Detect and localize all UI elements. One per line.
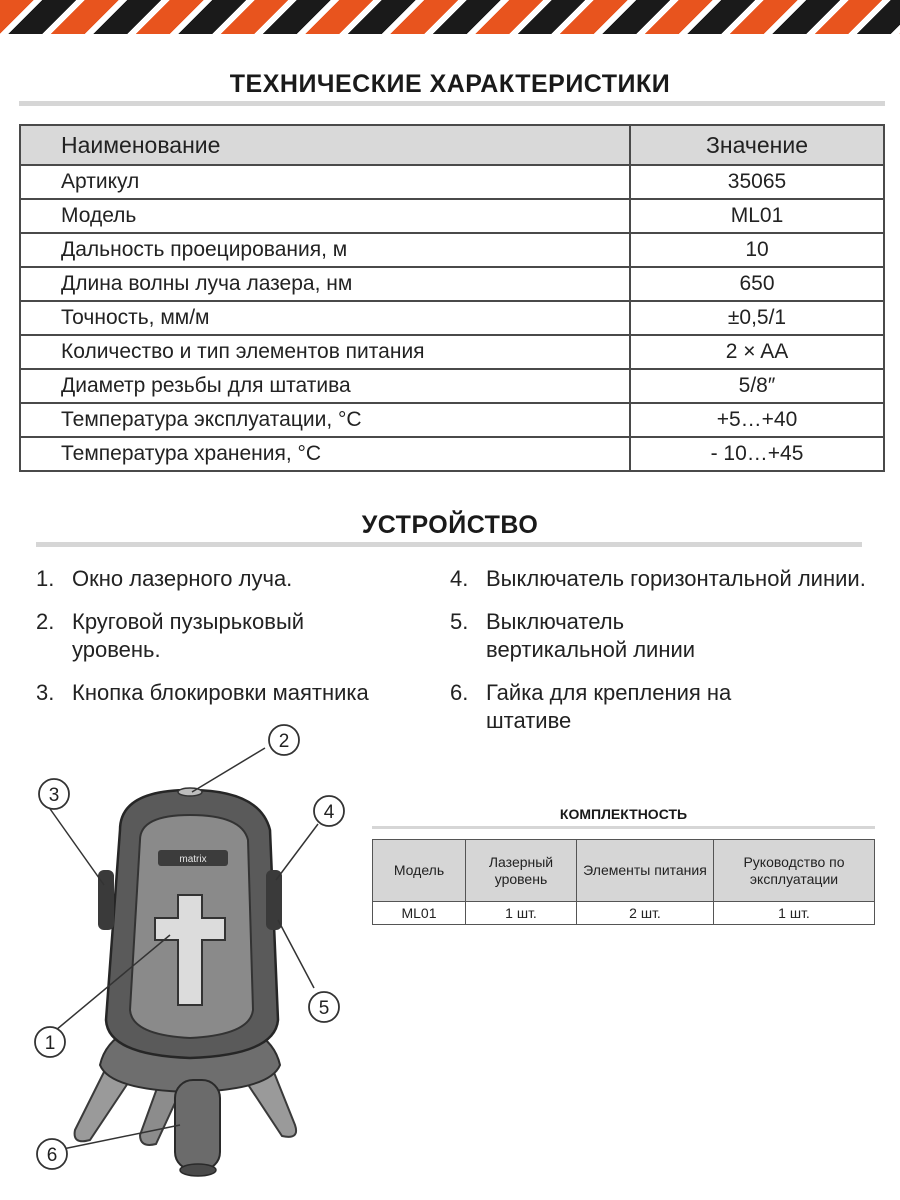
spec-name: Длина волны луча лазера, нм [20, 267, 630, 301]
parts-list-left [36, 565, 436, 722]
kit-cell: ML01 [373, 902, 466, 925]
table-row [20, 267, 884, 301]
spec-value: 35065 [630, 165, 884, 199]
list-item: 5. Выключатель вертикальной линии [450, 609, 696, 662]
table-row [20, 403, 884, 437]
specs-title: ТЕХНИЧЕСКИЕ ХАРАКТЕРИСТИКИ [229, 70, 671, 98]
callout-1 [35, 1027, 65, 1057]
callout-6 [37, 1139, 67, 1169]
device-title-rule [36, 542, 862, 547]
callout-4 [314, 796, 344, 826]
svg-text:6: 6 [46, 1145, 58, 1166]
callout-3 [39, 779, 69, 809]
kit-header-cell: Модель [373, 840, 466, 902]
spec-value: 650 [630, 267, 884, 301]
spec-name: Диаметр резьбы для штатива [20, 369, 630, 403]
spec-name: Температура эксплуатации, °С [20, 403, 630, 437]
list-item: 6. Гайка для крепления на штативе [450, 680, 732, 733]
spec-value: +5…+40 [630, 403, 884, 437]
table-row [20, 301, 884, 335]
specs-header-name: Наименование [20, 125, 630, 165]
kit-cell: 2 шт. [577, 902, 714, 925]
kit-cell: 1 шт. [466, 902, 577, 925]
brand-logo: matrix [179, 854, 207, 865]
svg-text:2: 2 [278, 731, 290, 752]
warning-stripe-bar [0, 0, 900, 34]
spec-value: 10 [630, 233, 884, 267]
spec-value: - 10…+45 [630, 437, 884, 471]
svg-text:4: 4 [323, 802, 335, 823]
kit-title-rule [372, 826, 875, 829]
svg-text:3: 3 [48, 785, 60, 806]
list-item: 2. Круговой пузырьковый уровень. [36, 609, 305, 662]
spec-name: Артикул [20, 165, 630, 199]
device-title: УСТРОЙСТВО [361, 511, 539, 539]
specs-title-rule [19, 101, 885, 106]
table-row [20, 437, 884, 471]
kit-table [372, 839, 875, 925]
spec-name: Модель [20, 199, 630, 233]
callout-5 [309, 992, 339, 1022]
kit-header-row [373, 840, 875, 902]
kit-header-cell: Лазерный уровень [466, 840, 577, 902]
parts-list-right [450, 565, 890, 750]
spec-value: 2 × AA [630, 335, 884, 369]
specs-header-row [20, 125, 884, 165]
specs-header-value: Значение [630, 125, 884, 165]
table-row [20, 233, 884, 267]
svg-text:5: 5 [318, 998, 330, 1019]
spec-value: 5/8″ [630, 369, 884, 403]
callout-2 [269, 725, 299, 755]
table-row [20, 335, 884, 369]
spec-value: ML01 [630, 199, 884, 233]
list-item: 4. Выключатель горизонтальной линии. [450, 566, 866, 591]
table-row [20, 199, 884, 233]
kit-title: КОМПЛЕКТНОСТЬ [559, 806, 688, 822]
spec-name: Дальность проецирования, м [20, 233, 630, 267]
kit-header-cell: Руководство по эксплуатации [714, 840, 875, 902]
laser-level-illustration [20, 720, 360, 1190]
spec-name: Температура хранения, °С [20, 437, 630, 471]
svg-text:1: 1 [44, 1033, 56, 1054]
kit-cell: 1 шт. [714, 902, 875, 925]
table-row [20, 369, 884, 403]
table-row [20, 165, 884, 199]
kit-header-cell: Элементы питания [577, 840, 714, 902]
table-row [373, 902, 875, 925]
specs-table [19, 124, 885, 472]
spec-name: Точность, мм/м [20, 301, 630, 335]
list-item: 1. Окно лазерного луча. [36, 566, 293, 591]
spec-name: Количество и тип элементов питания [20, 335, 630, 369]
spec-value: ±0,5/1 [630, 301, 884, 335]
list-item: 3. Кнопка блокировки маятника [36, 680, 369, 705]
